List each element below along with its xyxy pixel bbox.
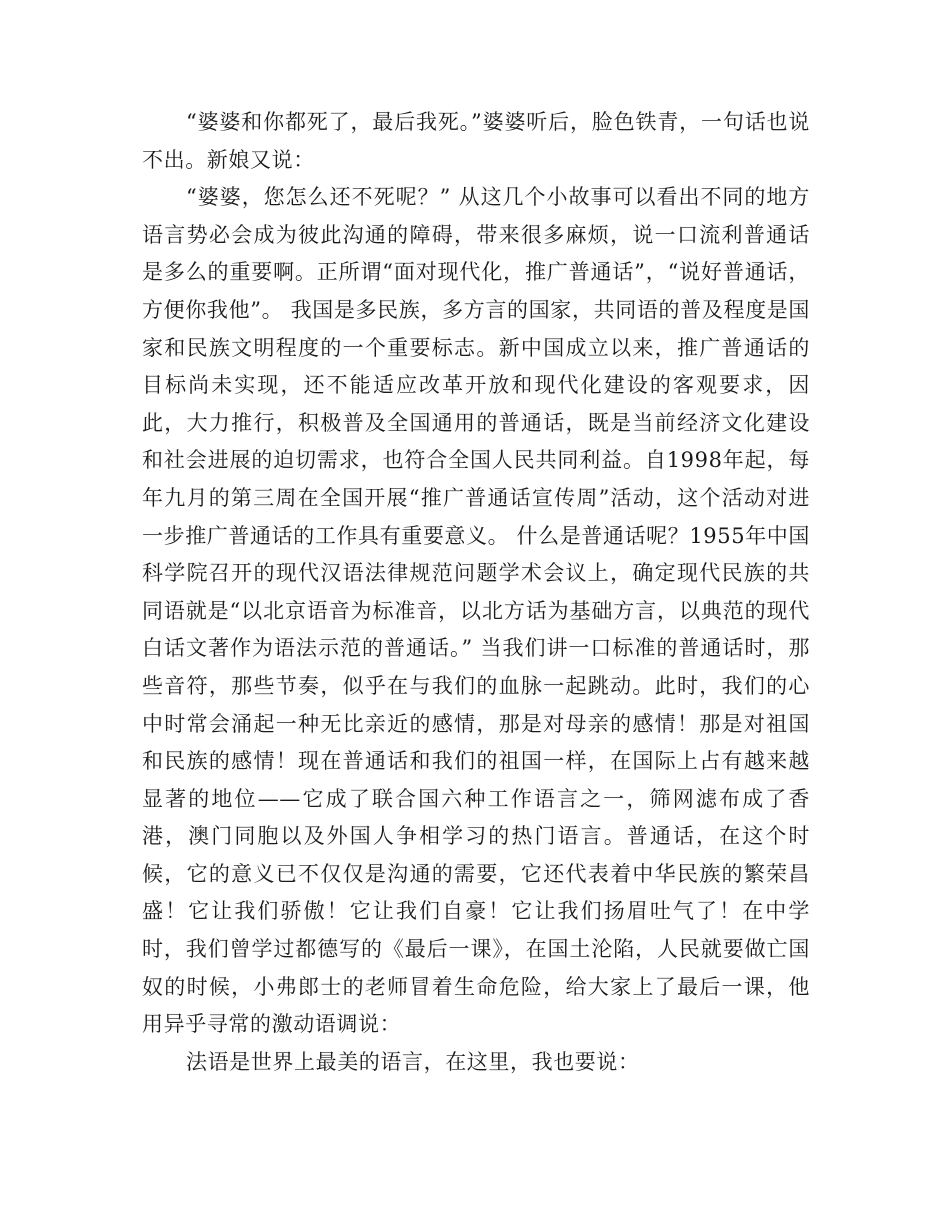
paragraph-1: “婆婆和你都死了，最后我死。”婆婆听后，脸色铁青，一句话也说不出。新娘又说： (142, 110, 810, 172)
paragraph-3: 法语是世界上最美的语言，在这里，我也要说： (186, 1049, 640, 1074)
document-body (142, 104, 810, 1081)
paragraph-2: “婆婆，您怎么还不死呢？” 从这几个小故事可以看出不同的地方语言势必会成为彼此沟通的障碍，带来很多麻烦，说一口流利普通话是多么的重要啊。正所谓“面对现代化，推广普通话”，“说好普通话，方便你我他”。 我国是多民族，多方言的国家，共同语的普及程度是国家和民族文明程度的一个重要标志。新中国成立以来，推广普通话的目标尚未实现，还不能适应改革开放和现代化建设的客观要求，因此，大力推行，积极普及全国通用的普通话，既是当前经济文化建设和社会进展的迫切需求，也符合全国人民共同利益。自1998年起，每年九月的第三周在全国开展“推广普通话宣传周”活动，这个活动对进一步推广普通话的工作具有重要意义。 什么是普通话呢？1955年中国科学院召开的现代汉语法律规范问题学术会议上，确定现代民族的共同语就是“以北京语音为标准音，以北方话为基础方言，以典范的现代白话文著作为语法示范的普通话。” 当我们讲一口标准的普通话时，那些音符，那些节奏，似乎在与我们的血脉一起跳动。此时，我们的心中时常会涌起一种无比亲近的感情，那是对母亲的感情！那是对祖国和民族的感情！现在普通话和我们的祖国一样，在国际上占有越来越显著的地位——它成了联合国六种工作语言之一，筛网滤布成了香港，澳门同胞以及外国人争相学习的热门语言。普通话，在这个时候，它的意义已不仅仅是沟通的需要，它还代表着中华民族的繁荣昌盛！它让我们骄傲！它让我们自豪！它让我们扬眉吐气了！在中学时，我们曾学过都德写的《最后一课》，在国土沦陷，人民就要做亡国奴的时候，小弗郎士的老师冒着生命危险，给大家上了最后一课，他用异乎寻常的激动语调说： (142, 185, 810, 1037)
